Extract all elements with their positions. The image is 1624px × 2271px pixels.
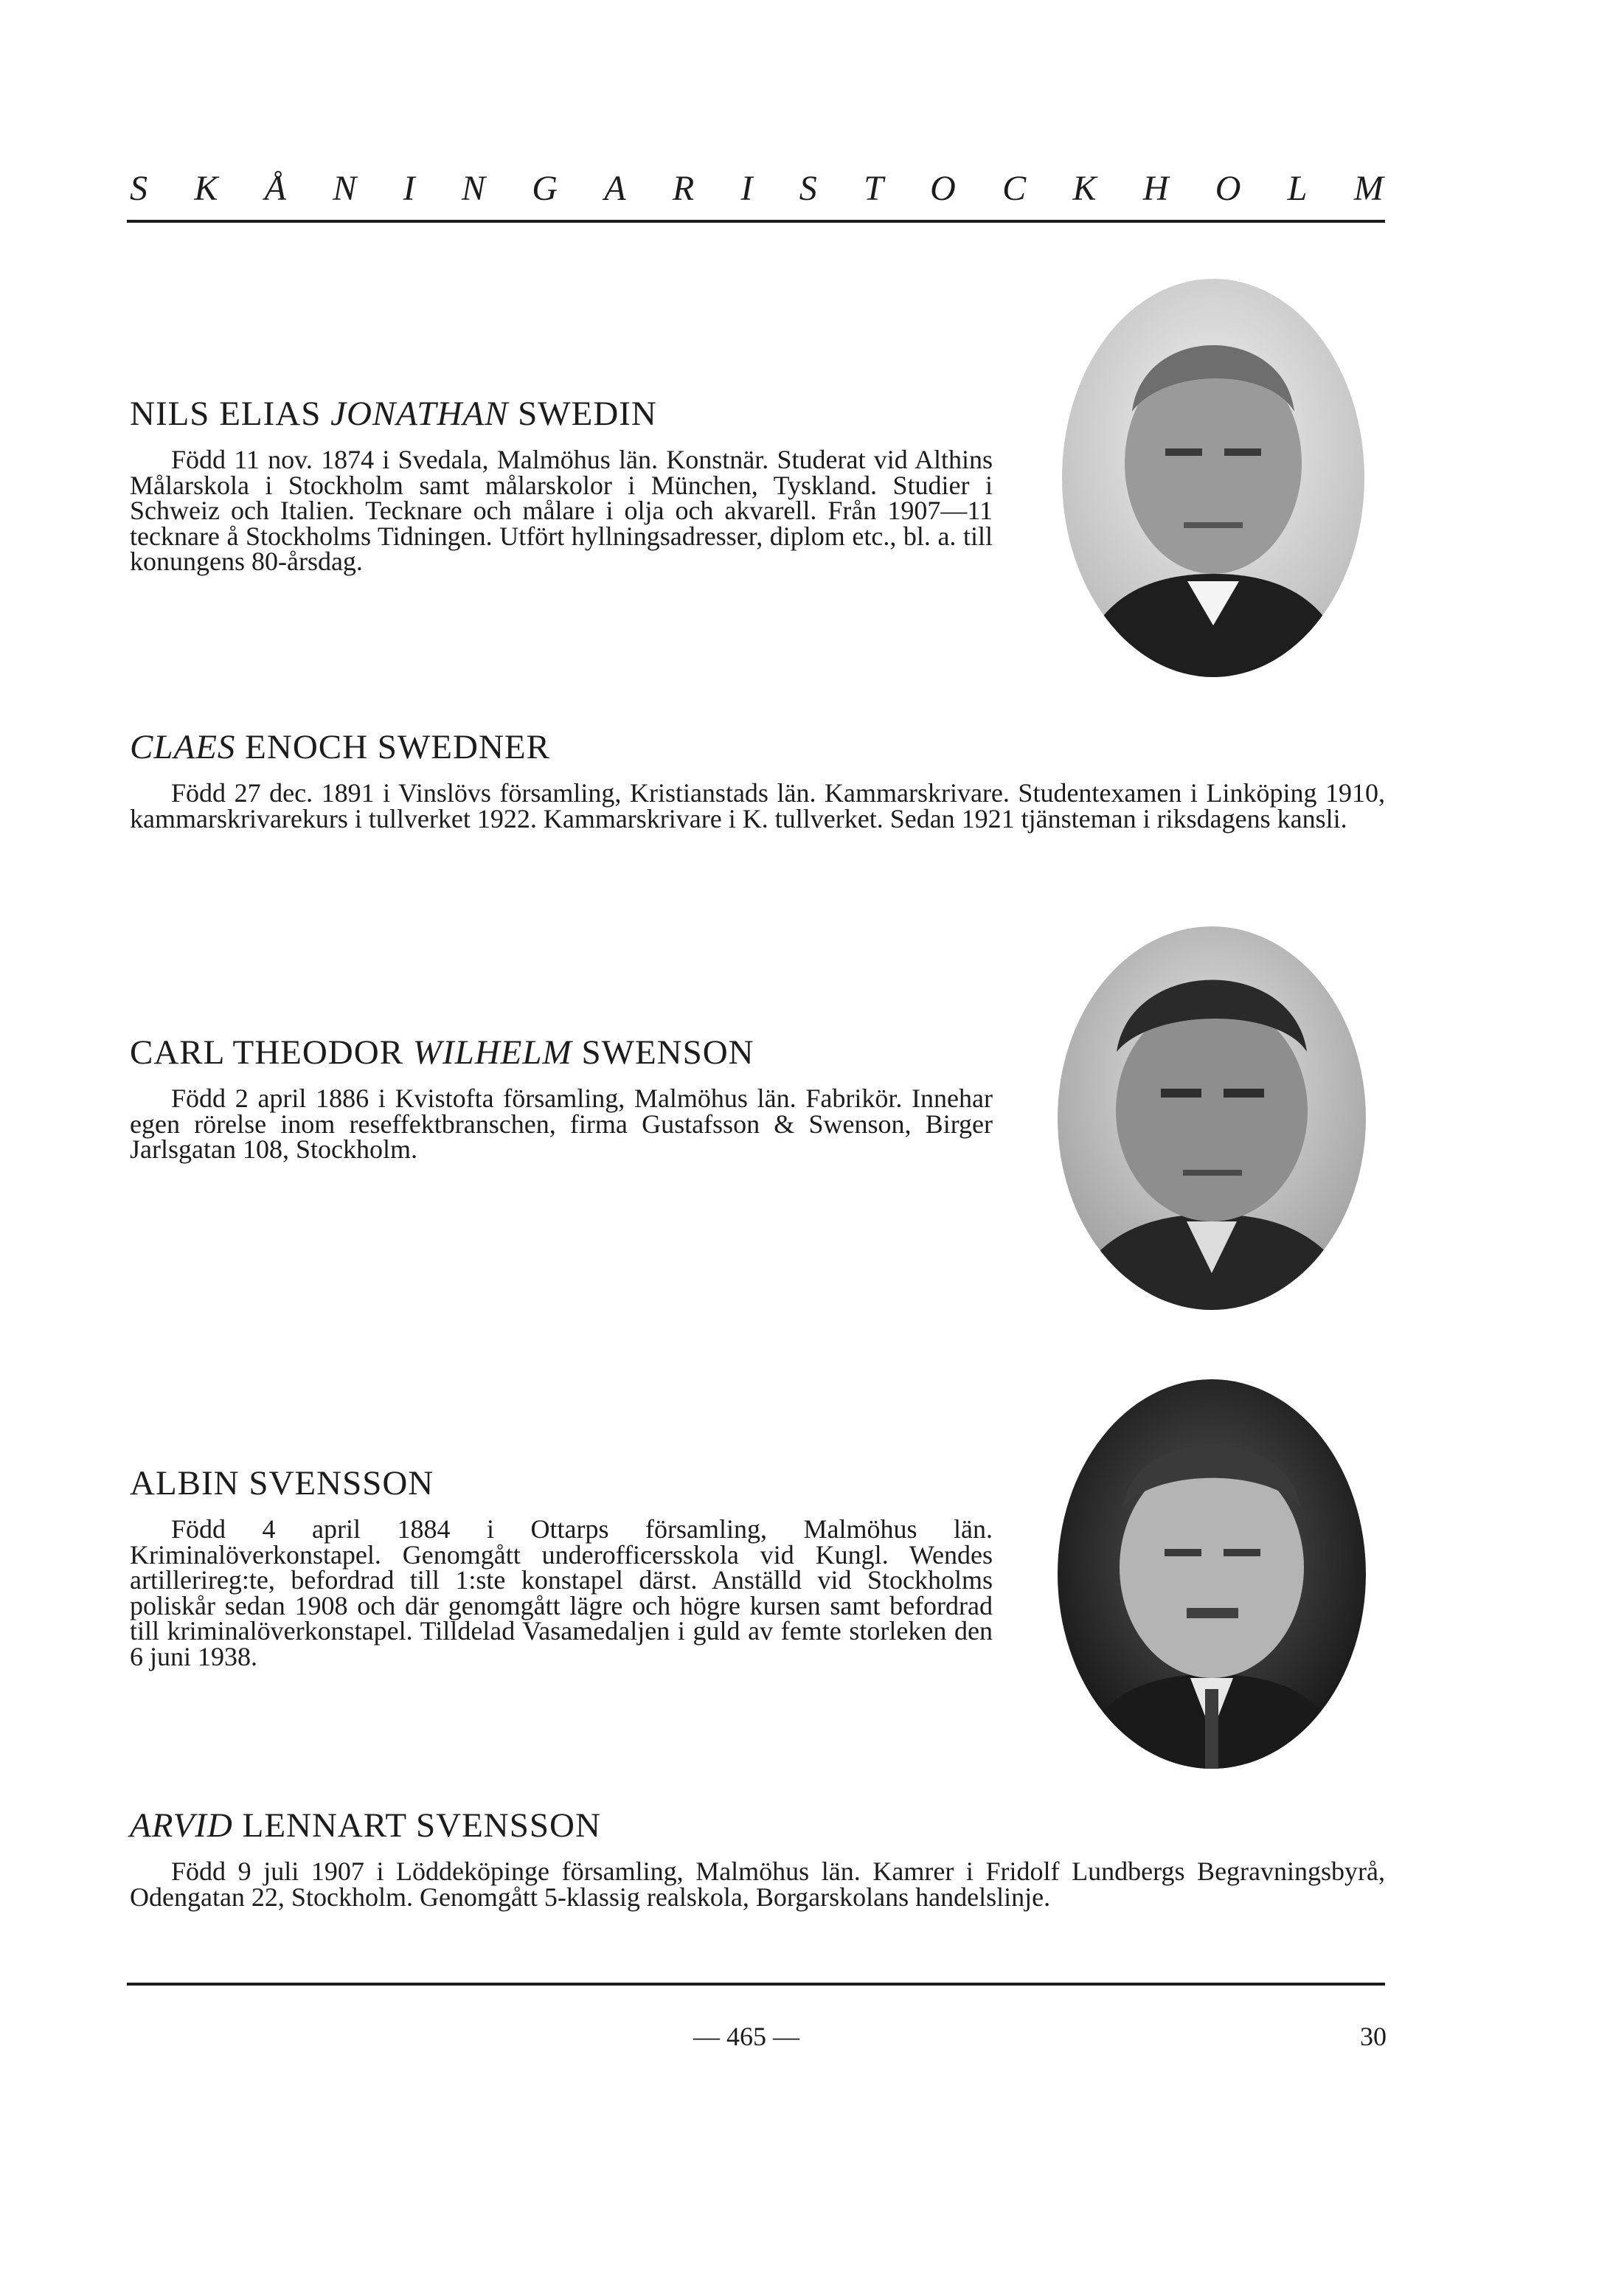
header-letter: R (672, 169, 695, 208)
entry-name: ALBIN SVENSSON (130, 1464, 434, 1502)
header-letter: K (194, 169, 218, 208)
entry-name: NILS ELIAS JONATHAN SWEDIN (130, 395, 657, 433)
header-letter: H (1142, 169, 1169, 208)
header-letter: C (1002, 169, 1027, 208)
entry-albin-svensson (130, 1460, 993, 1669)
entry-bio: Född 9 juli 1907 i Löddeköpinge församling, Malmöhus län. Kamrer i Fridolf Lundbergs Begravningsbyrå, Odengatan 22, Stockholm. Genomgått 5-klassig realskola, Borgarskolans handelslinje. (130, 1856, 1385, 1912)
entry-bio: Född 11 nov. 1874 i Svedala, Malmöhus län. Konstnär. Studerat vid Althins Målarskola i Stockholm samt målarskolor i München, Tyskland. Studier i Schweiz och Italien. Tecknare och målare i olja och akvarell. Från 1907—11 tecknare å Stockholms Tidningen. Utfört hyllningsadresser, diplom etc., bl. a. till konungens 80-årsdag. (130, 445, 993, 576)
page-number: — 465 — (693, 2022, 799, 2051)
entry-swedner (130, 724, 1385, 831)
header-letter: I (403, 169, 415, 208)
header-letter: L (1287, 169, 1308, 208)
header-letter: M (1353, 169, 1384, 208)
header-letter: N (333, 169, 357, 208)
entry-bio: Född 27 dec. 1891 i Vinslövs församling, Kristianstads län. Kammarskrivare. Studentexamen i Linköping 1910, kammarskrivarekurs i tullverket 1922. Kammarskrivare i K. tullverket. Sedan 1921 tjänsteman i riksdagens kansli. (130, 778, 1385, 833)
portrait-swedin (1062, 279, 1364, 677)
header-letter: T (864, 169, 884, 208)
header-letter: G (532, 169, 558, 208)
header-letter: I (740, 169, 753, 208)
header-letter: A (604, 169, 626, 208)
running-header (130, 167, 1384, 211)
header-letter: Å (264, 169, 286, 208)
header-letter: K (1072, 169, 1097, 208)
entry-name: CLAES ENOCH SWEDNER (130, 728, 550, 766)
entry-bio: Född 4 april 1884 i Ottarps församling, Malmöhus län. Kriminalöverkonstapel. Genomgått underofficersskola vid Kungl. Wendes artillerireg:te, befordrad till 1:ste konstapel därst. Anställd vid Stockholms poliskår sedan 1908 och där genomgått lägre och högre kursen samt befordrad till kriminalöverkonstapel. Tilldelad Vasamedaljen i guld av femte storleken den 6 juni 1938. (130, 1514, 993, 1671)
entry-name: ARVID LENNART SVENSSON (130, 1806, 601, 1845)
entry-bio: Född 2 april 1886 i Kvistofta församling, Malmöhus län. Fabrikör. Innehar egen rörelse inom reseffektbranschen, firma Gustafsson & Swenson, Birger Jarlsgatan 108, Stockholm. (130, 1084, 993, 1164)
entry-swedin (130, 391, 993, 575)
header-letter: O (930, 169, 956, 208)
header-letter: N (461, 169, 485, 208)
entry-swenson (130, 1030, 993, 1162)
header-letter: S (799, 169, 817, 208)
entry-arvid-svensson (130, 1803, 1385, 1910)
footer-rule (127, 1983, 1385, 1986)
header-rule (127, 220, 1385, 223)
header-letter: S (130, 169, 148, 208)
signature-mark: 30 (1360, 2022, 1387, 2051)
entry-name: CARL THEODOR WILHELM SWENSON (130, 1033, 754, 1072)
header-letter: O (1215, 169, 1241, 208)
portrait-albin-svensson (1058, 1379, 1366, 1769)
portrait-swenson (1058, 926, 1366, 1310)
